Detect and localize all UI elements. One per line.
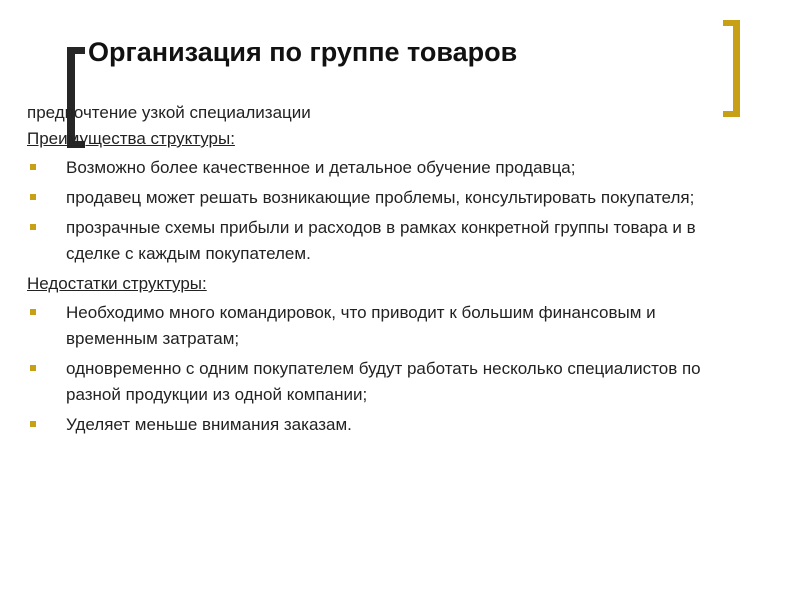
- bullet-square-icon: [30, 194, 36, 200]
- slide-body: [27, 100, 747, 442]
- disadvantage-item-text: одновременно с одним покупателем будут работать несколько специалистов по разной продукции из одной компании;: [66, 359, 701, 404]
- advantage-item: [27, 185, 747, 211]
- advantages-heading: Преимущества структуры:: [27, 129, 235, 148]
- bullet-square-icon: [30, 164, 36, 170]
- disadvantage-item: [27, 412, 747, 438]
- disadvantages-list: [27, 300, 747, 438]
- bullet-square-icon: [30, 224, 36, 230]
- disadvantage-item-text: Необходимо много командировок, что приводит к большим финансовым и временным затратам;: [66, 303, 656, 348]
- advantage-item-text: продавец может решать возникающие проблемы, консультировать покупателя;: [66, 188, 695, 207]
- bullet-square-icon: [30, 421, 36, 427]
- advantage-item-text: Возможно более качественное и детальное обучение продавца;: [66, 158, 576, 177]
- advantage-item: [27, 215, 747, 267]
- advantage-item: [27, 155, 747, 181]
- slide-title: Организация по группе товаров: [88, 37, 518, 67]
- bullet-square-icon: [30, 365, 36, 371]
- disadvantage-item: [27, 300, 747, 352]
- intro-text: предпочтение узкой специализации: [27, 103, 311, 122]
- disadvantage-item-text: Уделяет меньше внимания заказам.: [66, 415, 352, 434]
- bullet-square-icon: [30, 309, 36, 315]
- advantages-list: [27, 155, 747, 267]
- disadvantages-heading: Недостатки структуры:: [27, 274, 207, 293]
- advantage-item-text: прозрачные схемы прибыли и расходов в рамках конкретной группы товара и в сделке с каждым покупателем.: [66, 218, 696, 263]
- disadvantage-item: [27, 356, 747, 408]
